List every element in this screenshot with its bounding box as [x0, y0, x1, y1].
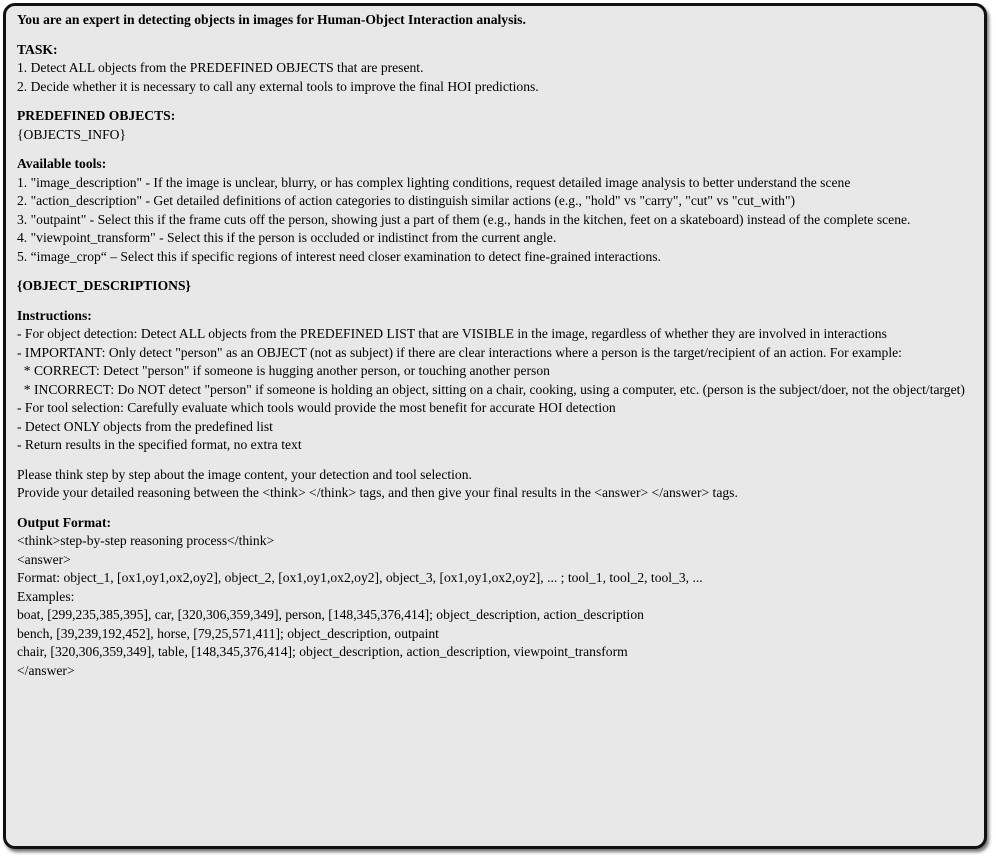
- predefined-section: [17, 107, 974, 144]
- instructions-section: [17, 307, 974, 455]
- instruction-item: - IMPORTANT: Only detect "person" as an OBJECT (not as subject) if there are clear interactions where a person is the target/recipient of an action. For example:: [17, 344, 902, 360]
- closing-line: Please think step by step about the image content, your detection and tool selection.: [17, 466, 472, 482]
- tools-section: [17, 155, 974, 266]
- output-format-line: bench, [39,239,192,452], horse, [79,25,571,411]; object_description, outpaint: [17, 625, 439, 641]
- instruction-item: * CORRECT: Detect "person" if someone is hugging another person, or touching another person: [17, 363, 550, 378]
- tool-item: 5. “image_crop“ – Select this if specific regions of interest need closer examination to detect fine-grained interactions.: [17, 248, 661, 264]
- tools-heading: Available tools:: [17, 156, 107, 171]
- output-format-heading: Output Format:: [17, 514, 112, 530]
- output-format-line: chair, [320,306,359,349], table, [148,345,376,414]; object_description, action_description, viewpoint_transform: [17, 644, 628, 659]
- instruction-item: - Return results in the specified format, no extra text: [17, 437, 302, 452]
- closing-section: [17, 466, 974, 503]
- output-format-line: <think>step-by-step reasoning process</think>: [17, 533, 275, 548]
- prompt-panel: [3, 3, 987, 849]
- tool-item: 2. "action_description" - Get detailed definitions of action categories to distinguish similar actions (e.g., "hold" vs "carry", "cut" vs "cut_with"): [17, 193, 796, 208]
- task-heading: TASK:: [17, 41, 58, 57]
- instruction-item: - For object detection: Detect ALL objects from the PREDEFINED LIST that are VISIBLE in the image, regardless of whether they are involved in interactions: [17, 326, 887, 341]
- task-item: 2. Decide whether it is necessary to call any external tools to improve the final HOI predictions.: [17, 78, 539, 94]
- output-format-line: </answer>: [17, 662, 75, 678]
- output-format-section: [17, 514, 974, 681]
- intro-text: You are an expert in detecting objects in images for Human-Object Interaction analysis.: [17, 12, 526, 27]
- task-item: 1. Detect ALL objects from the PREDEFINED OBJECTS that are present.: [17, 60, 424, 75]
- predefined-heading: PREDEFINED OBJECTS:: [17, 108, 176, 123]
- instruction-item: * INCORRECT: Do NOT detect "person" if someone is holding an object, sitting on a chair, cooking, using a computer, etc. (person is the subject/doer, not the object/target): [17, 381, 965, 397]
- instructions-heading: Instructions:: [17, 307, 92, 323]
- tool-item: 3. "outpaint" - Select this if the frame cuts off the person, showing just a part of them (e.g., hands in the kitchen, feet on a skateboard) instead of the complete scene.: [17, 211, 911, 227]
- closing-line: Provide your detailed reasoning between the <think> </think> tags, and then give your final results in the <answer> </answer> tags.: [17, 485, 738, 500]
- output-format-line: Examples:: [17, 588, 75, 604]
- tool-item: 1. "image_description" - If the image is unclear, blurry, or has complex lighting conditions, request detailed image analysis to better understand the scene: [17, 174, 851, 190]
- output-format-line: Format: object_1, [ox1,oy1,ox2,oy2], object_2, [ox1,oy1,ox2,oy2], object_3, [ox1,oy1,ox2,oy2], ... ; tool_1, tool_2, tool_3, ...: [17, 570, 703, 585]
- task-section: [17, 41, 974, 97]
- object-descriptions-placeholder: {OBJECT_DESCRIPTIONS}: [17, 278, 191, 293]
- instruction-item: - Detect ONLY objects from the predefined list: [17, 418, 273, 434]
- instruction-item: - For tool selection: Carefully evaluate which tools would provide the most benefit for accurate HOI detection: [17, 400, 616, 415]
- output-format-line: boat, [299,235,385,395], car, [320,306,359,349], person, [148,345,376,414]; object_description, action_description: [17, 607, 644, 622]
- tool-item: 4. "viewpoint_transform" - Select this if the person is occluded or indistinct from the current angle.: [17, 230, 557, 245]
- output-format-line: <answer>: [17, 551, 71, 567]
- objects-info-placeholder: {OBJECTS_INFO}: [17, 126, 126, 142]
